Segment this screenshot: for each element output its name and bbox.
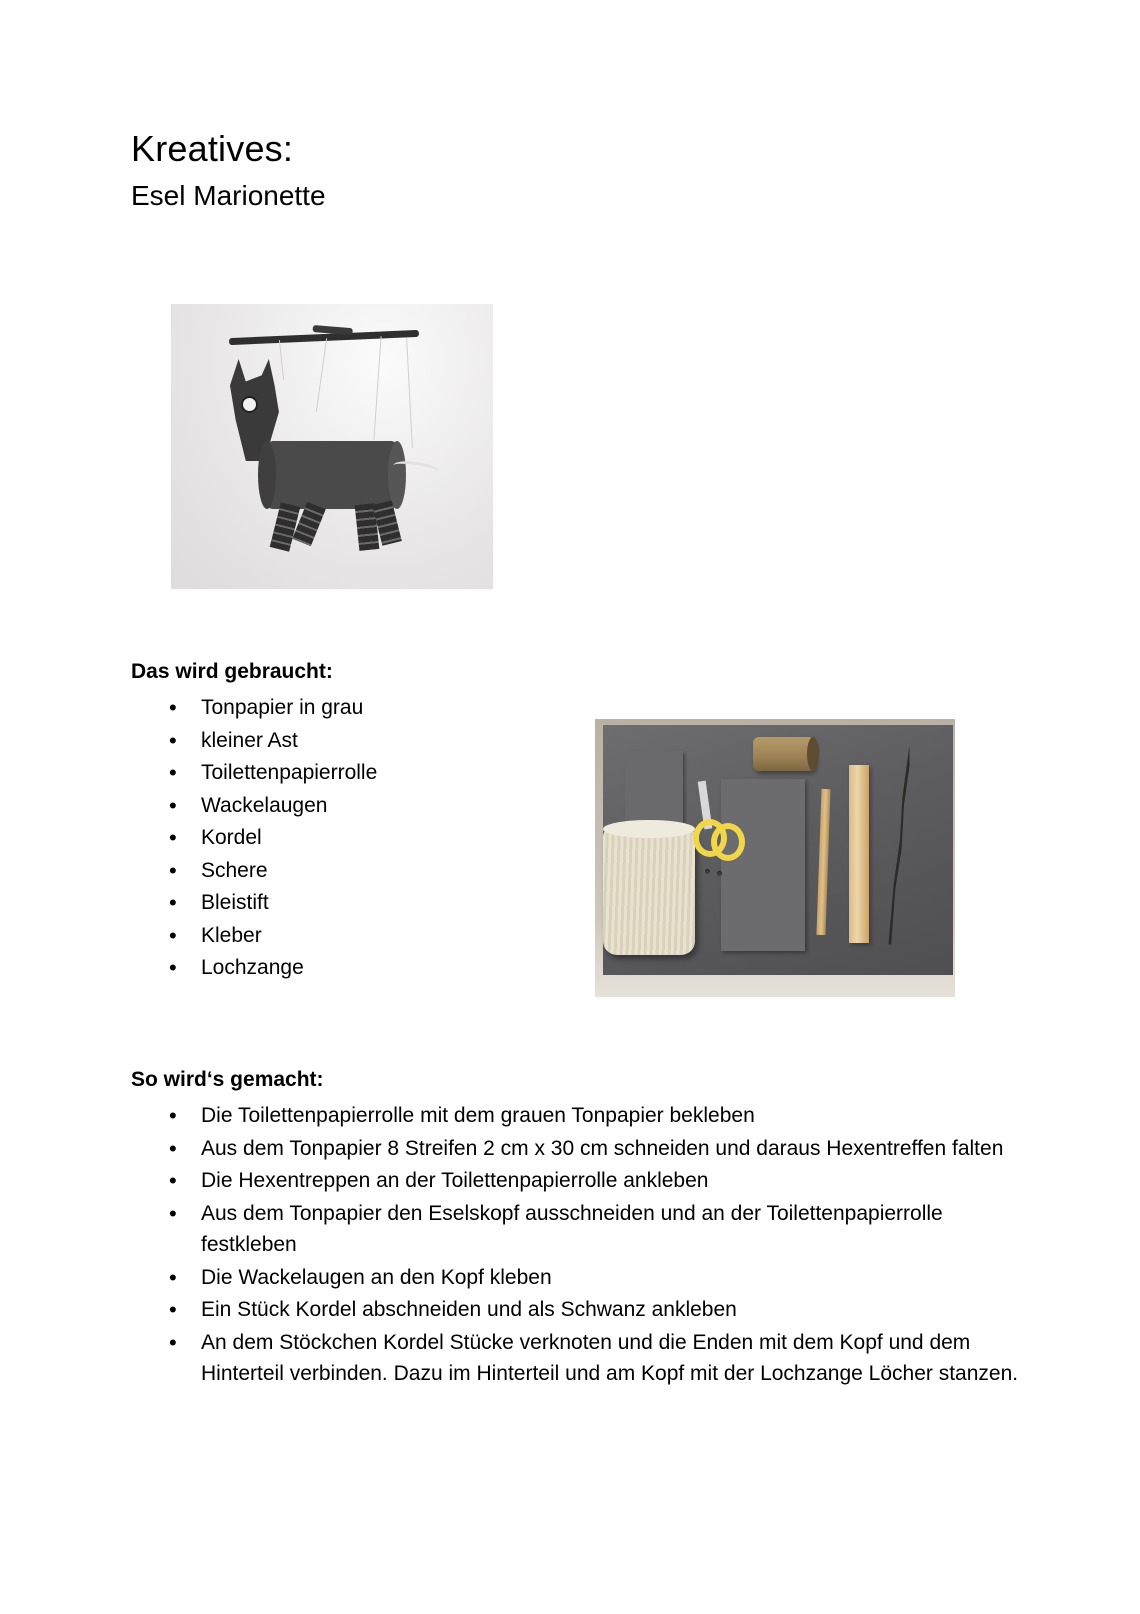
googly-eye-small-1 xyxy=(705,869,710,874)
paper-offcut xyxy=(625,751,683,829)
list-item: • Aus dem Tonpapier den Eselskopf ausschneiden und an der Toilettenpapierrolle festkleben xyxy=(169,1198,1031,1261)
paper-sheet xyxy=(721,779,805,951)
googly-eye xyxy=(241,396,258,413)
list-item: • Die Toilettenpapierrolle mit dem grauen Tonpapier bekleben xyxy=(169,1100,1031,1132)
scissors-ring-right xyxy=(711,823,745,861)
toilet-paper-roll xyxy=(753,737,815,771)
steps-heading: So wird‘s gemacht: xyxy=(131,1068,324,1091)
list-item: • An dem Stöckchen Kordel Stücke verknoten und die Enden mit dem Kopf und dem Hinterteil verbinden. Dazu im Hinterteil und am Kopf mit der Lochzange Löcher stanzen. xyxy=(169,1327,1031,1390)
materials-heading: Das wird gebraucht: xyxy=(131,660,333,683)
materials-section xyxy=(131,660,511,985)
googly-eye-small-2 xyxy=(717,871,722,876)
list-item: • kleiner Ast xyxy=(169,725,511,758)
document-header xyxy=(131,128,1031,213)
donkey-body-roll xyxy=(267,441,397,509)
list-item: • Toilettenpapierrolle xyxy=(169,757,511,790)
list-item: • Kordel xyxy=(169,822,511,855)
steps-section xyxy=(131,1068,1031,1391)
steps-list xyxy=(131,1100,1031,1390)
list-item: • Ein Stück Kordel abschneiden und als Schwanz ankleben xyxy=(169,1294,1031,1326)
list-item: • Kleber xyxy=(169,920,511,953)
list-item: • Die Wackelaugen an den Kopf kleben xyxy=(169,1262,1031,1294)
list-item: • Die Hexentreppen an der Toilettenpapierrolle ankleben xyxy=(169,1165,1031,1197)
ruler xyxy=(849,765,869,943)
page-subtitle: Esel Marionette xyxy=(131,180,326,212)
list-item: • Wackelaugen xyxy=(169,790,511,823)
donkey-marionette-photo xyxy=(171,304,493,589)
list-item: • Lochzange xyxy=(169,952,511,985)
list-item: • Schere xyxy=(169,855,511,888)
materials-photo xyxy=(595,719,955,997)
list-item: • Tonpapier in grau xyxy=(169,692,511,725)
materials-list xyxy=(131,692,511,985)
list-item: • Bleistift xyxy=(169,887,511,920)
list-item: • Aus dem Tonpapier 8 Streifen 2 cm x 30 cm schneiden und daraus Hexentreffen falten xyxy=(169,1133,1031,1165)
page-title: Kreatives: xyxy=(131,128,294,169)
cord-spool xyxy=(603,827,695,955)
